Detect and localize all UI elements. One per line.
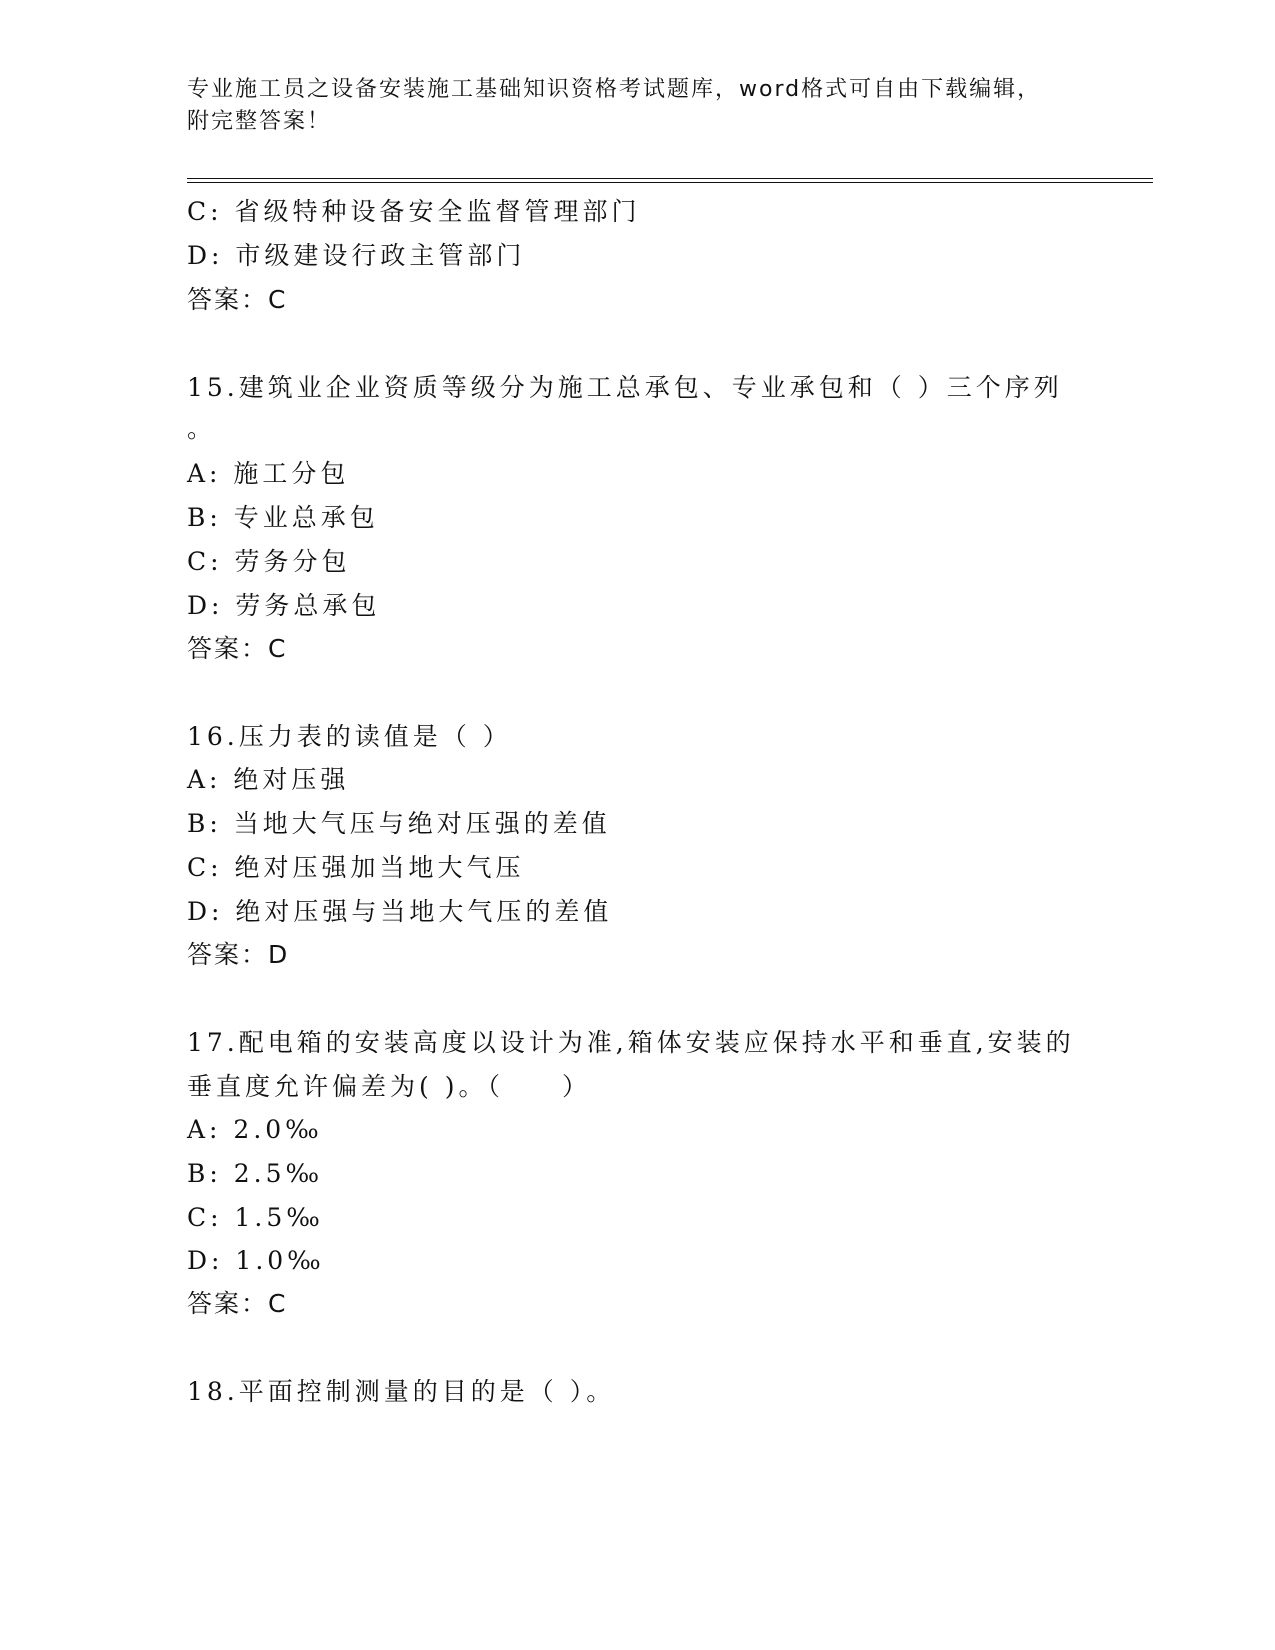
q15-option-d: D: 劳务总承包 [187, 591, 381, 620]
header-line-1: 专业施工员之设备安装施工基础知识资格考试题库，word格式可自由下载编辑， [187, 77, 1042, 102]
q16-option-b: B: 当地大气压与绝对压强的差值 [187, 809, 611, 838]
q15-option-a: A: 施工分包 [187, 459, 350, 488]
q14-answer: 答案：C [187, 285, 288, 314]
q18-stem: 18.平面控制测量的目的是（ ）。 [187, 1377, 616, 1406]
q17-option-d: D: 1.0‰ [187, 1246, 325, 1275]
q16-option-d: D: 绝对压强与当地大气压的差值 [187, 897, 613, 926]
q17-answer: 答案：C [187, 1289, 288, 1318]
q14-option-d: D: 市级建设行政主管部门 [187, 241, 526, 270]
q17-option-c: C: 1.5‰ [187, 1203, 324, 1232]
q17-stem-line-2: 垂直度允许偏差为( )。（ ） [187, 1072, 591, 1101]
q15-stem-line-1: 15.建筑业企业资质等级分为施工总承包、专业承包和（ ）三个序列 [187, 373, 1063, 402]
header-line-2: 附完整答案！ [187, 109, 332, 134]
q16-option-a: A: 绝对压强 [187, 765, 350, 794]
q16-answer: 答案：D [187, 940, 290, 969]
header-divider-top [187, 178, 1153, 179]
header-divider-bottom [187, 182, 1153, 183]
q16-stem: 16.压力表的读值是（ ） [187, 722, 512, 751]
q16-option-c: C: 绝对压强加当地大气压 [187, 853, 525, 882]
q15-option-b: B: 专业总承包 [187, 503, 379, 532]
q17-option-a: A: 2.0‰ [187, 1115, 323, 1144]
q17-option-b: B: 2.5‰ [187, 1159, 324, 1188]
q15-option-c: C: 劳务分包 [187, 547, 351, 576]
q17-stem-line-1: 17.配电箱的安装高度以设计为准,箱体安装应保持水平和垂直,安装的 [187, 1028, 1075, 1057]
q15-stem-line-2: 。 [187, 414, 217, 443]
document-header [187, 74, 1087, 138]
q15-answer: 答案：C [187, 634, 288, 663]
q14-option-c: C: 省级特种设备安全监督管理部门 [187, 197, 641, 226]
